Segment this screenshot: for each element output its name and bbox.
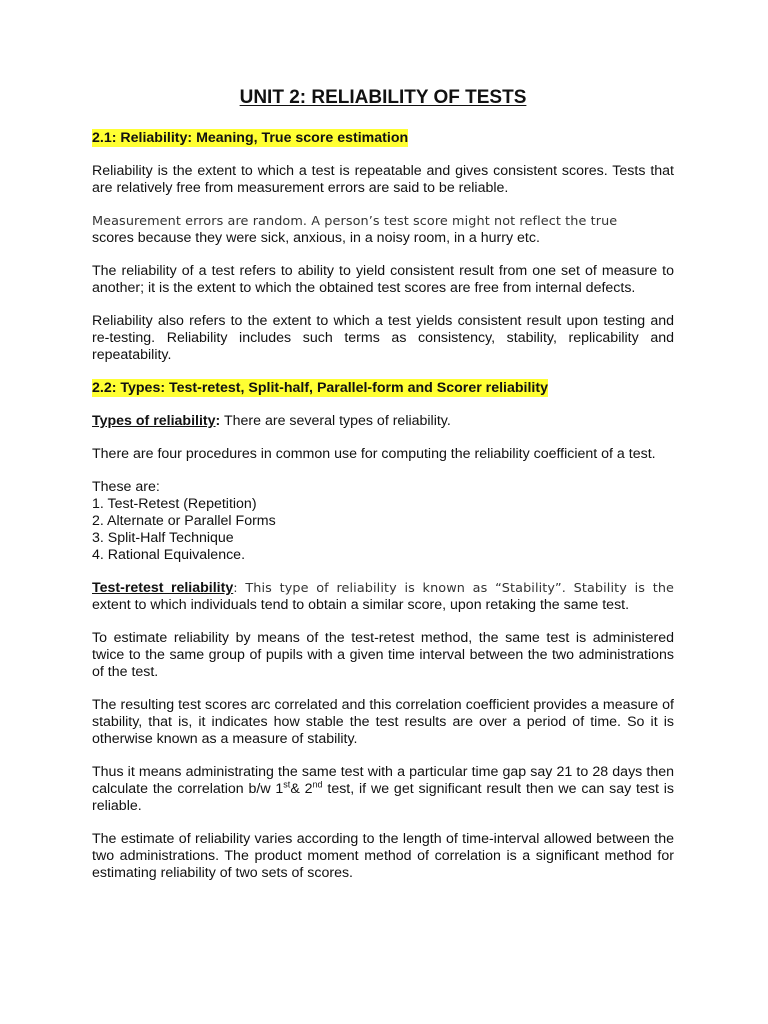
superscript-nd: nd [312, 779, 323, 790]
thus-text-c: test, if we get significant result then we can say test is reliable. [92, 781, 674, 814]
paragraph-estimate-varies: The estimate of reliability varies according to the length of time-interval allowed between the two administrations. The product moment method of correlation is a significant method for estimating reliability of two sets of scores. [92, 831, 674, 881]
paragraph-reliability-also: Reliability also refers to the extent to which a test yields consistent result upon testing and re-testing. Reliability includes such terms as consistency, stability, replicability and repeatability. [92, 313, 674, 363]
paragraph-resulting-scores: The resulting test scores arc correlated and this correlation coefficient provides a measure of stability, that is, it indicates how stable the test results are over a period of time. So it is otherwise known as a measure of stability. [92, 697, 674, 747]
section-heading-2-1 [92, 130, 674, 147]
test-retest-label: Test-retest reliability [92, 580, 234, 596]
list-item: 1. Test-Retest (Repetition) [92, 496, 257, 512]
plain-text: extent to which individuals tend to obtain a similar score, upon retaking the same test. [92, 597, 630, 613]
highlighted-heading: 2.2: Types: Test-retest, Split-half, Parallel-form and Scorer reliability [92, 380, 548, 396]
thus-text-a: Thus it means administrating the same test with a particular time gap say 21 to 28 days then calculate the correlation b/w 1 [92, 764, 674, 797]
types-text: There are several types of reliability. [220, 413, 451, 429]
document-content [92, 86, 674, 898]
paragraph-reliability-refers: The reliability of a test refers to ability to yield consistent result from one set of measure to another; it is the extent to which the obtained test scores are free from internal defects. [92, 263, 674, 296]
styled-text: : This type of reliability is known as “Stability”. Stability is the [233, 581, 674, 596]
thus-text-b: & 2 [290, 781, 313, 797]
procedures-list [92, 479, 674, 564]
paragraph-test-retest [92, 580, 674, 614]
paragraph-four-procedures: There are four procedures in common use for computing the reliability coefficient of a test. [92, 446, 656, 462]
paragraph-measurement-errors [92, 213, 674, 247]
styled-text: Measurement errors are random. A person’s test score might not reflect the true [92, 214, 618, 229]
highlighted-heading: 2.1: Reliability: Meaning, True score estimation [92, 130, 409, 146]
paragraph-thus [92, 764, 674, 815]
paragraph-types-of-reliability [92, 413, 674, 430]
list-intro: These are: [92, 479, 160, 495]
list-item: 3. Split-Half Technique [92, 530, 234, 546]
superscript-st: st [283, 779, 291, 790]
page-title: UNIT 2: RELIABILITY OF TESTS [239, 87, 527, 108]
paragraph-estimate-method: To estimate reliability by means of the test-retest method, the same test is administered twice to the same group of pupils with a given time interval between the two administrations of the test. [92, 630, 674, 680]
list-item: 2. Alternate or Parallel Forms [92, 513, 276, 529]
list-item: 4. Rational Equivalence. [92, 547, 246, 563]
section-heading-2-2 [92, 380, 674, 397]
types-label: Types of reliability [92, 413, 216, 429]
types-colon: : [215, 413, 221, 429]
paragraph-reliability-definition: Reliability is the extent to which a test is repeatable and gives consistent scores. Tests that are relatively free from measurement errors are said to be reliable. [92, 163, 674, 196]
plain-text: scores because they were sick, anxious, in a noisy room, in a hurry etc. [92, 230, 540, 246]
